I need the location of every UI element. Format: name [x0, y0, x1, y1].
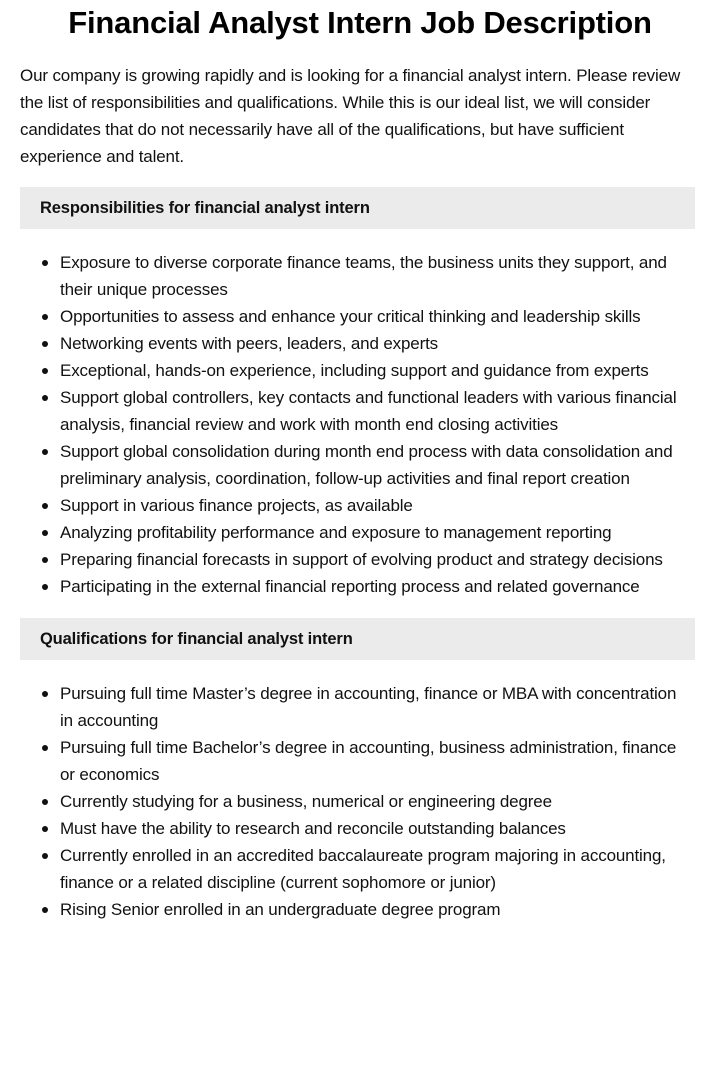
- bullet-icon: [42, 395, 48, 401]
- list-item-text: Pursuing full time Master’s degree in accounting, finance or MBA with concentration in accounting: [60, 684, 677, 730]
- bullet-icon: [42, 745, 48, 751]
- list-item: [20, 788, 700, 815]
- list-item-text: Exceptional, hands-on experience, including support and guidance from experts: [60, 361, 649, 380]
- list-item: [20, 815, 700, 842]
- bullet-icon: [42, 799, 48, 805]
- bullet-icon: [42, 584, 48, 590]
- list-item: [20, 519, 700, 546]
- qualifications-heading: Qualifications for financial analyst intern: [20, 618, 695, 660]
- list-item: [20, 492, 700, 519]
- bullet-icon: [42, 341, 48, 347]
- intro-paragraph: Our company is growing rapidly and is looking for a financial analyst intern. Please review the list of responsibilities and qualifications. While this is our ideal list, we will consider candidates that do not necessarily have all of the qualifications, but have sufficient experience and talent.: [20, 66, 681, 166]
- bullet-icon: [42, 826, 48, 832]
- list-item-text: Opportunities to assess and enhance your critical thinking and leadership skills: [60, 307, 641, 326]
- list-item: [20, 438, 700, 492]
- list-item: [20, 546, 700, 573]
- list-item: [20, 734, 700, 788]
- bullet-icon: [42, 503, 48, 509]
- responsibilities-list: [20, 249, 700, 600]
- list-item-text: Currently studying for a business, numerical or engineering degree: [60, 792, 552, 811]
- bullet-icon: [42, 691, 48, 697]
- page-title: Financial Analyst Intern Job Description: [68, 5, 652, 40]
- list-item-text: Currently enrolled in an accredited baccalaureate program majoring in accounting, finance or a related discipline (current sophomore or junior): [60, 846, 666, 892]
- bullet-icon: [42, 449, 48, 455]
- list-item-text: Must have the ability to research and reconcile outstanding balances: [60, 819, 566, 838]
- list-item-text: Exposure to diverse corporate finance teams, the business units they support, and their unique processes: [60, 253, 667, 299]
- bullet-icon: [42, 853, 48, 859]
- list-item: [20, 357, 700, 384]
- bullet-icon: [42, 557, 48, 563]
- list-item-text: Pursuing full time Bachelor’s degree in accounting, business administration, finance or economics: [60, 738, 677, 784]
- list-item: [20, 303, 700, 330]
- bullet-icon: [42, 260, 48, 266]
- list-item: [20, 384, 700, 438]
- bullet-icon: [42, 368, 48, 374]
- responsibilities-heading: Responsibilities for financial analyst intern: [20, 187, 695, 229]
- list-item-text: Support global controllers, key contacts and functional leaders with various financial analysis, financial review and work with month end closing activities: [60, 388, 677, 434]
- list-item: [20, 680, 700, 734]
- list-item-text: Rising Senior enrolled in an undergraduate degree program: [60, 900, 501, 919]
- bullet-icon: [42, 314, 48, 320]
- bullet-icon: [42, 530, 48, 536]
- qualifications-list: [20, 680, 700, 923]
- list-item-text: Support global consolidation during month end process with data consolidation and preliminary analysis, coordination, follow-up activities and final report creation: [60, 442, 673, 488]
- list-item-text: Preparing financial forecasts in support of evolving product and strategy decisions: [60, 550, 663, 569]
- bullet-icon: [42, 907, 48, 913]
- list-item: [20, 249, 700, 303]
- list-item-text: Networking events with peers, leaders, and experts: [60, 334, 439, 353]
- list-item: [20, 330, 700, 357]
- list-item-text: Participating in the external financial reporting process and related governance: [60, 577, 640, 596]
- list-item: [20, 842, 700, 896]
- list-item: [20, 896, 700, 923]
- list-item: [20, 573, 700, 600]
- list-item-text: Analyzing profitability performance and exposure to management reporting: [60, 523, 612, 542]
- list-item-text: Support in various finance projects, as available: [60, 496, 413, 515]
